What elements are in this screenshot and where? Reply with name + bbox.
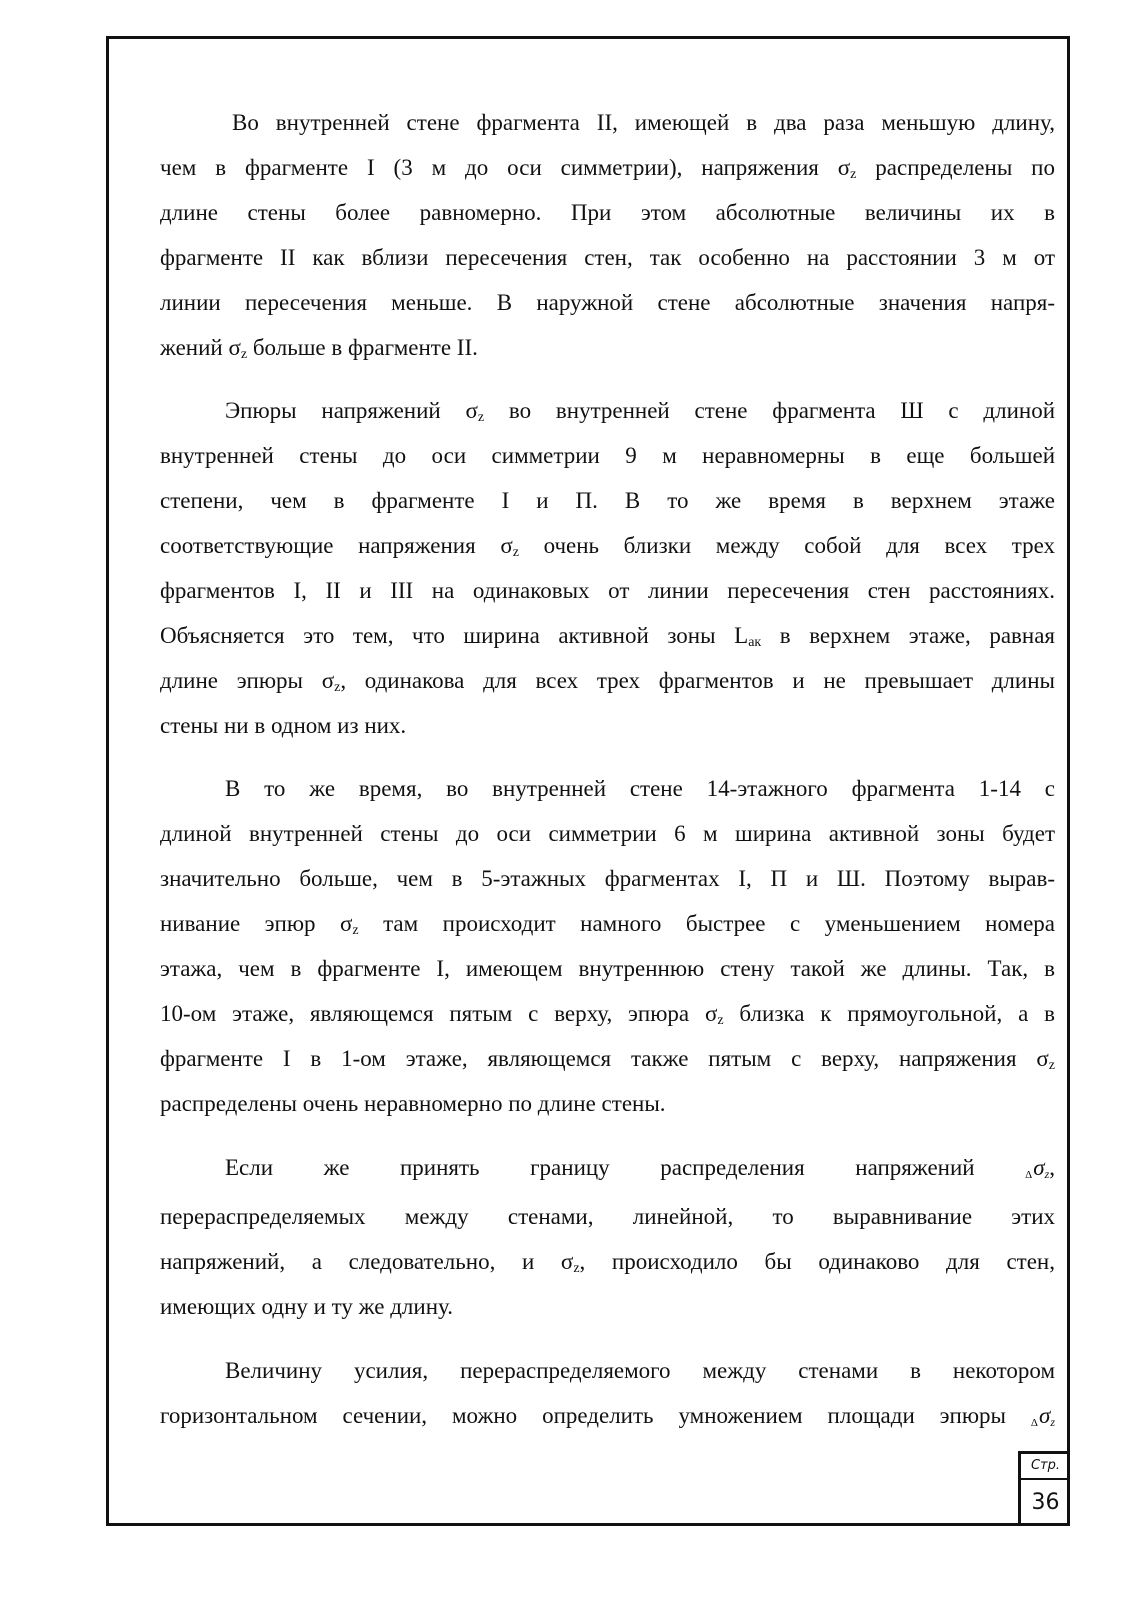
page-stamp	[1018, 1451, 1070, 1526]
text-line: жений $\sigma_z$ больше в фрагменте II.	[160, 335, 478, 362]
text-line: Во внутренней стене фрагмента II, имеющей в два раза меньшую длину,	[232, 110, 1055, 135]
text-line: внутренней стены до оси симметрии 9 м неравномерны в еще большей	[160, 443, 1055, 468]
text-line: фрагменте I в 1-ом этаже, являющемся также пятым с верху, напряжения $\sigma_z$	[160, 1046, 1055, 1073]
text-line: Величину усилия, перераспределяемого между стенами в некотором	[225, 1358, 1055, 1383]
text-line: нивание эпюр $\sigma_z$ там происходит намного быстрее с уменьшением номера	[160, 911, 1055, 938]
text-line: напряжений, а следовательно, и $\sigma_z$, происходило бы одинаково для стен,	[160, 1249, 1055, 1276]
text-line: имеющих одну и ту же длину.	[160, 1294, 453, 1319]
text-line: перераспределяемых между стенами, линейной, то выравнивание этих	[160, 1204, 1055, 1229]
text-line: Объясняется это тем, что ширина активной зоны $L_{ак}$ в верхнем этаже, равная	[160, 623, 1055, 650]
text-line: значительно больше, чем в 5-этажных фрагментах I, П и Ш. Поэтому вырав-	[160, 866, 1055, 891]
text-line: стены ни в одном из них.	[160, 713, 407, 738]
text-line: этажа, чем в фрагменте I, имеющем внутреннюю стену такой же длины. Так, в	[160, 956, 1055, 981]
text-line: длине стены более равномерно. При этом абсолютные величины их в	[160, 200, 1055, 225]
text-line: соответствующие напряжения $\sigma_z$ очень близки между собой для всех трех	[160, 533, 1055, 560]
text-line: длиной внутренней стены до оси симметрии 6 м ширина активной зоны будет	[160, 821, 1055, 846]
text-line: горизонтальном сечении, можно определить умножением площади эпюры $\Delta\sigma_z$	[160, 1403, 1056, 1429]
text-line: фрагментов I, II и III на одинаковых от линии пересечения стен расстояниях.	[160, 578, 1055, 603]
text-line: фрагменте II как вблизи пересечения стен, так особенно на расстоянии 3 м от	[160, 245, 1055, 270]
page-label: Стр.	[1021, 1454, 1070, 1480]
text-line: В то же время, во внутренней стене 14-этажного фрагмента 1-14 с	[225, 776, 1055, 801]
text-line: Если же принять границу распределения напряжений $\Delta\sigma_z$,	[225, 1155, 1056, 1181]
text-line: степени, чем в фрагменте I и П. В то же время в верхнем этаже	[160, 488, 1055, 513]
text-line: распределены очень неравномерно по длине стены.	[160, 1091, 666, 1116]
delta-sigma-symbol: $\Delta\sigma_z$	[1025, 1155, 1050, 1181]
page-number: 36	[1031, 1490, 1060, 1515]
text-line: чем в фрагменте I (3 м до оси симметрии), напряжения $\sigma_z$ распределены по	[160, 155, 1055, 182]
text-line: 10-ом этаже, являющемся пятым с верху, эпюра $\sigma_z$ близка к прямоугольной, а в	[160, 1001, 1055, 1028]
text-line: длине эпюры $\sigma_z$, одинакова для всех трех фрагментов и не превышает длины	[160, 668, 1055, 695]
delta-sigma-symbol: $\Delta\sigma_z$	[1030, 1403, 1056, 1429]
text-line: Эпюры напряжений $\sigma_z$ во внутренней стене фрагмента Ш с длиной	[225, 398, 1055, 425]
text-line: линии пересечения меньше. В наружной стене абсолютные значения напря-	[160, 290, 1055, 315]
